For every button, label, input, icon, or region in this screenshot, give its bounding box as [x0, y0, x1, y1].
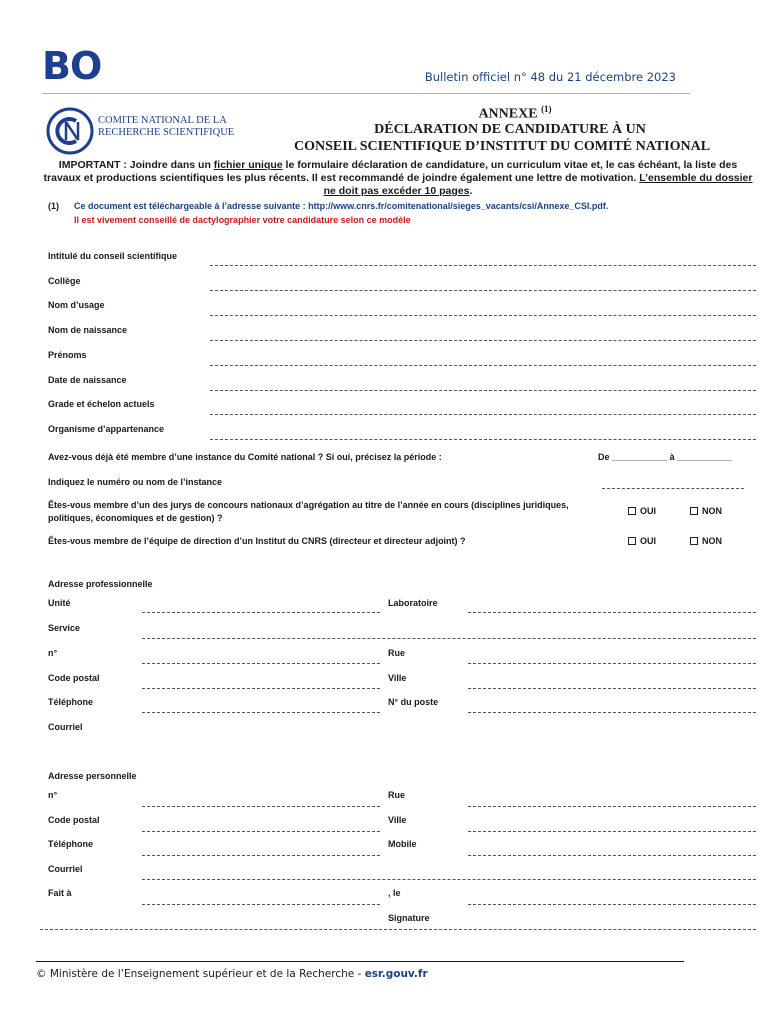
input-perso-ville[interactable] [468, 831, 756, 832]
org-name-line2: RECHERCHE SCIENTIFIQUE [98, 127, 235, 138]
label-service: Service [48, 623, 81, 633]
label-date-naissance: Date de naissance [48, 375, 127, 385]
label-pro-telephone: Téléphone [48, 697, 94, 707]
signature-line[interactable] [40, 929, 756, 930]
label-perso-mobile: Mobile [388, 839, 417, 849]
input-intitule[interactable] [210, 265, 756, 266]
annexe-footnote-ref: (1) [541, 104, 552, 114]
important-p2: le formulaire déclaration de candidature, un curriculum vitae et, le cas échéant, la liste des travaux et productions scientifiques les plus récents. Il est recommandé de joindre également une lettre de motivation. [43, 159, 738, 184]
footer-copyright: © Ministère de l’Enseignement supérieur et de la Recherche - [36, 968, 365, 980]
input-college[interactable] [210, 290, 756, 291]
label-intitule: Intitulé du conseil scientifique [48, 251, 178, 261]
input-nom-usage[interactable] [210, 315, 756, 316]
jurys-oui-checkbox[interactable] [628, 507, 636, 515]
question-instance: Avez-vous déjà été membre d’une instance du Comité national ? Si oui, précisez la période : [48, 452, 442, 462]
input-perso-mobile[interactable] [468, 855, 756, 856]
label-college: Collège [48, 276, 81, 286]
typing-warning: Il est vivement conseillé de dactylographier votre candidature selon ce modèle [74, 215, 411, 225]
jurys-non-option[interactable] [690, 506, 722, 516]
annexe-label: ANNEXE [478, 106, 538, 122]
label-prenoms: Prénoms [48, 350, 87, 360]
input-laboratoire[interactable] [468, 612, 756, 613]
label-perso-numero: n° [48, 790, 58, 800]
label-perso-code-postal: Code postal [48, 815, 100, 825]
input-pro-telephone[interactable] [142, 712, 380, 713]
label-nom-usage: Nom d’usage [48, 300, 105, 310]
footer [36, 968, 428, 980]
section-adresse-pro: Adresse professionnelle [48, 579, 153, 589]
footer-divider [36, 961, 684, 962]
bulletin-reference: Bulletin officiel n° 48 du 21 décembre 2023 [424, 70, 676, 84]
label-pro-code-postal: Code postal [48, 673, 100, 683]
org-name-line1: COMITE NATIONAL DE LA [98, 115, 227, 126]
label-signature: Signature [388, 913, 430, 923]
bo-logo: BO [42, 44, 102, 88]
input-pro-numero[interactable] [142, 663, 380, 664]
input-fait-a[interactable] [142, 904, 380, 905]
input-date-naissance[interactable] [210, 390, 756, 391]
org-name [98, 115, 234, 139]
input-perso-rue[interactable] [468, 806, 756, 807]
doc-title-line1: DÉCLARATION DE CANDIDATURE À UN [374, 122, 646, 137]
jurys-non-checkbox[interactable] [690, 507, 698, 515]
input-pro-ville[interactable] [468, 688, 756, 689]
important-p2-underlined: L’ensemble du dossier ne doit pas excéder 10 pages [323, 172, 753, 197]
download-link-note[interactable]: Ce document est téléchargeable à l’adresse suivante : http://www.cnrs.fr/comitenational/sieges_vacants/csi/Annexe_CSI.pdf. [74, 201, 609, 211]
label-perso-telephone: Téléphone [48, 839, 94, 849]
input-pro-poste[interactable] [468, 712, 756, 713]
cn-logo-icon [46, 107, 94, 155]
direction-non-option[interactable] [690, 536, 722, 546]
direction-non-checkbox[interactable] [690, 537, 698, 545]
important-notice [40, 159, 756, 198]
label-fait-a: Fait à [48, 888, 72, 898]
input-perso-code-postal[interactable] [142, 831, 380, 832]
label-perso-courriel: Courriel [48, 864, 83, 874]
question-jurys-line2: politiques, économiques et de gestion) ? [48, 513, 223, 523]
input-periode[interactable]: De ___________ à ___________ [598, 452, 733, 462]
header-divider [42, 93, 690, 94]
label-pro-ville: Ville [388, 673, 407, 683]
input-prenoms[interactable] [210, 365, 756, 366]
input-nom-naissance[interactable] [210, 340, 756, 341]
input-organisme[interactable] [210, 439, 756, 440]
important-p3: . [469, 185, 473, 197]
footer-link[interactable]: esr.gouv.fr [364, 968, 428, 980]
question-jurys-line1: Êtes-vous membre d’un des jurys de concours nationaux d’agrégation au titre de l’année en cours (disciplines juridiques, [48, 500, 569, 510]
input-pro-rue[interactable] [468, 663, 756, 664]
jurys-oui-label: OUI [640, 506, 657, 516]
direction-oui-label: OUI [640, 536, 657, 546]
input-date-le[interactable] [468, 904, 756, 905]
direction-non-label: NON [702, 536, 722, 546]
input-numero-instance[interactable] [602, 488, 744, 489]
label-pro-numero: n° [48, 648, 58, 658]
input-perso-courriel[interactable] [142, 879, 756, 880]
jurys-non-label: NON [702, 506, 722, 516]
label-perso-ville: Ville [388, 815, 407, 825]
label-pro-poste: N° du poste [388, 697, 439, 707]
label-unite: Unité [48, 598, 71, 608]
label-pro-rue: Rue [388, 648, 406, 658]
direction-oui-checkbox[interactable] [628, 537, 636, 545]
label-nom-naissance: Nom de naissance [48, 325, 128, 335]
label-grade: Grade et échelon actuels [48, 399, 155, 409]
input-grade[interactable] [210, 414, 756, 415]
label-organisme: Organisme d’appartenance [48, 424, 165, 434]
question-numero-instance: Indiquez le numéro ou nom de l’instance [48, 477, 223, 487]
doc-title-line2: CONSEIL SCIENTIFIQUE D’INSTITUT DU COMITÉ NATIONAL [293, 139, 711, 154]
label-perso-rue: Rue [388, 790, 406, 800]
annexe-title [430, 104, 600, 123]
input-pro-code-postal[interactable] [142, 688, 380, 689]
important-p1-underlined: fichier unique [213, 159, 283, 171]
important-p1: IMPORTANT : Joindre dans un [58, 159, 214, 171]
section-adresse-perso: Adresse personnelle [48, 771, 137, 781]
input-service[interactable] [142, 638, 756, 639]
question-direction: Êtes-vous membre de l’équipe de direction d’un Institut du CNRS (directeur et directeur adjoint) ? [48, 536, 466, 546]
jurys-oui-option[interactable] [628, 506, 656, 516]
input-perso-numero[interactable] [142, 806, 380, 807]
input-perso-telephone[interactable] [142, 855, 380, 856]
note-number: (1) [48, 201, 59, 211]
direction-oui-option[interactable] [628, 536, 656, 546]
label-laboratoire: Laboratoire [388, 598, 438, 608]
label-date-le: , le [388, 888, 401, 898]
label-pro-courriel: Courriel [48, 722, 83, 732]
input-unite[interactable] [142, 612, 380, 613]
question-jurys [48, 499, 569, 525]
